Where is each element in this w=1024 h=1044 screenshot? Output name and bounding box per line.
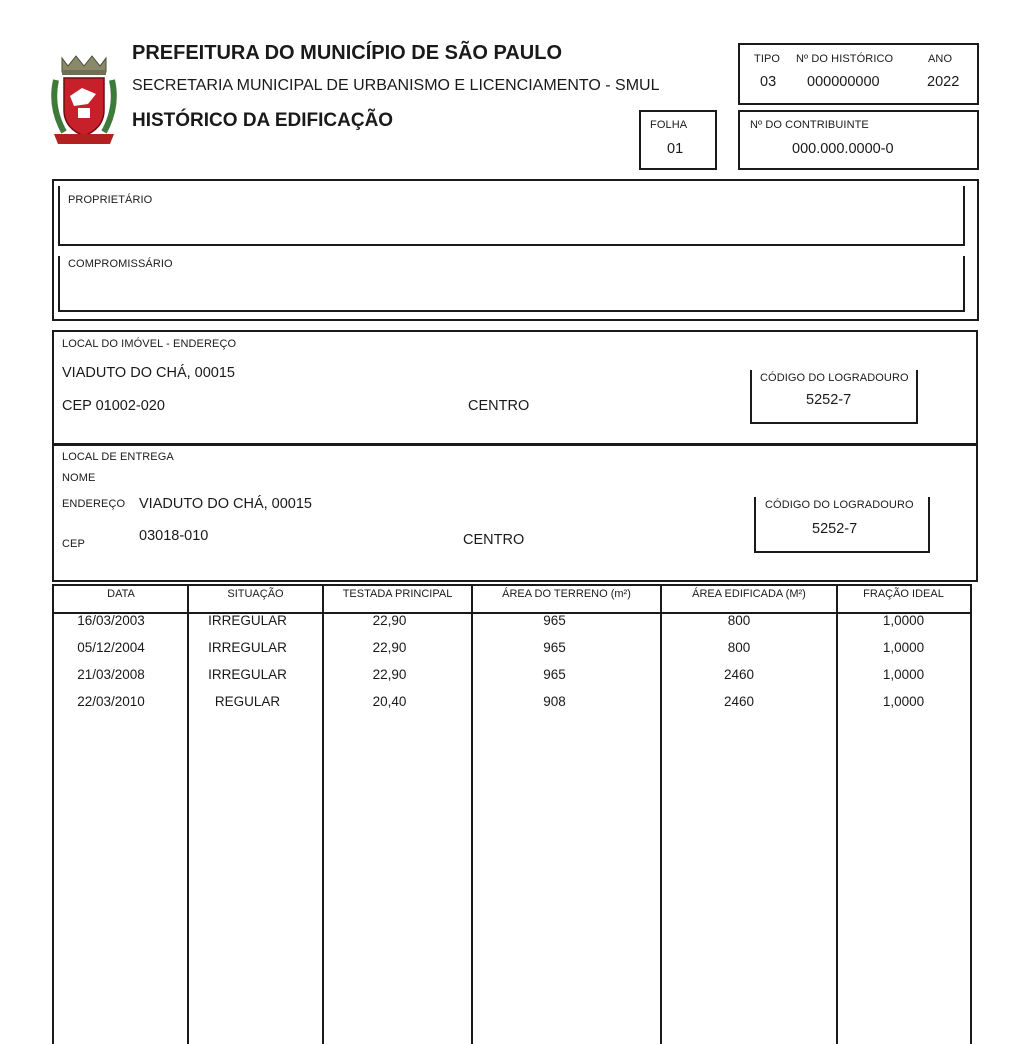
cell-area-terreno: 908 (543, 694, 566, 709)
entrega-cep-value: 03018-010 (139, 528, 209, 544)
tipo-label: TIPO (754, 53, 781, 65)
page-subtitle: SECRETARIA MUNICIPAL DE URBANISMO E LICENCIAMENTO - SMUL (132, 77, 660, 94)
entrega-section (52, 445, 978, 582)
entrega-endereco-value: VIADUTO DO CHÁ, 00015 (139, 496, 312, 512)
imovel-bairro: CENTRO (468, 398, 530, 414)
proprietario-field (58, 186, 965, 246)
imovel-codigo-label: CÓDIGO DO LOGRADOURO (760, 372, 909, 384)
cell-data: 21/03/2008 (77, 667, 145, 682)
imovel-codigo-box (750, 370, 918, 424)
cell-data: 22/03/2010 (77, 694, 145, 709)
historico-label: Nº DO HISTÓRICO (796, 53, 894, 65)
imovel-label: LOCAL DO IMÓVEL - ENDEREÇO (62, 338, 237, 350)
cell-area-edificada: 2460 (723, 667, 755, 682)
compromissario-field (58, 256, 965, 312)
entrega-bairro: CENTRO (463, 532, 525, 548)
entrega-codigo-box (754, 497, 930, 553)
cell-data: 16/03/2003 (77, 613, 145, 628)
column-header-area-edificada: ÁREA EDIFICADA (M²) (692, 588, 806, 600)
table-row (54, 640, 970, 667)
compromissario-label: COMPROMISSÁRIO (68, 258, 173, 270)
cell-fracao-ideal: 1,0000 (882, 613, 925, 628)
column-header-situacao: SITUAÇÃO (227, 588, 284, 600)
proprietario-label: PROPRIETÁRIO (68, 194, 153, 206)
cell-area-terreno: 965 (543, 613, 566, 628)
entrega-codigo-label: CÓDIGO DO LOGRADOURO (765, 499, 914, 511)
folha-value: 01 (667, 141, 684, 157)
cell-fracao-ideal: 1,0000 (882, 667, 925, 682)
imovel-cep: CEP 01002-020 (62, 398, 165, 414)
cell-testada: 22,90 (372, 613, 407, 628)
cell-area-edificada: 2460 (723, 694, 755, 709)
table-row (54, 613, 970, 640)
cell-situacao: IRREGULAR (208, 640, 287, 655)
entrega-nome-label: NOME (62, 472, 96, 484)
contribuinte-box (738, 110, 979, 170)
table-row (54, 694, 970, 721)
contribuinte-label: Nº DO CONTRIBUINTE (750, 119, 869, 131)
contribuinte-value: 000.000.0000-0 (792, 141, 894, 157)
cell-area-terreno: 965 (543, 667, 566, 682)
column-header-area-terreno: ÁREA DO TERRENO (m²) (502, 588, 631, 600)
page-title: PREFEITURA DO MUNICÍPIO DE SÃO PAULO (132, 42, 563, 64)
cell-area-edificada: 800 (727, 640, 751, 655)
column-header-testada: TESTADA PRINCIPAL (342, 588, 453, 600)
tipo-value: 03 (760, 74, 777, 90)
entrega-codigo-value: 5252-7 (812, 521, 858, 537)
history-table (52, 584, 972, 1044)
table-row (54, 667, 970, 694)
cell-testada: 20,40 (372, 694, 407, 709)
ano-value: 2022 (927, 74, 960, 90)
ano-label: ANO (928, 53, 953, 65)
historico-value: 000000000 (807, 74, 880, 90)
owners-section (52, 179, 979, 321)
folha-box (639, 110, 717, 170)
imovel-section (52, 330, 978, 446)
cell-situacao: IRREGULAR (208, 667, 287, 682)
entrega-label: LOCAL DE ENTREGA (62, 451, 174, 463)
cell-fracao-ideal: 1,0000 (882, 640, 925, 655)
cell-situacao: IRREGULAR (208, 613, 287, 628)
cell-testada: 22,90 (372, 640, 407, 655)
entrega-cep-label: CEP (62, 538, 85, 550)
column-header-data: DATA (107, 588, 135, 600)
sao-paulo-coat-of-arms-icon (48, 52, 120, 146)
imovel-codigo-value: 5252-7 (806, 392, 852, 408)
cell-fracao-ideal: 1,0000 (882, 694, 925, 709)
folha-label: FOLHA (650, 119, 688, 131)
cell-area-edificada: 800 (727, 613, 751, 628)
cell-data: 05/12/2004 (77, 640, 145, 655)
cell-testada: 22,90 (372, 667, 407, 682)
cell-area-terreno: 965 (543, 640, 566, 655)
cell-situacao: REGULAR (214, 694, 281, 709)
imovel-endereco: VIADUTO DO CHÁ, 00015 (62, 365, 235, 381)
entrega-endereco-label: ENDEREÇO (62, 498, 126, 510)
document-title: HISTÓRICO DA EDIFICAÇÃO (132, 110, 394, 131)
column-header-fracao-ideal: FRAÇÃO IDEAL (863, 588, 944, 600)
id-box (738, 43, 979, 105)
